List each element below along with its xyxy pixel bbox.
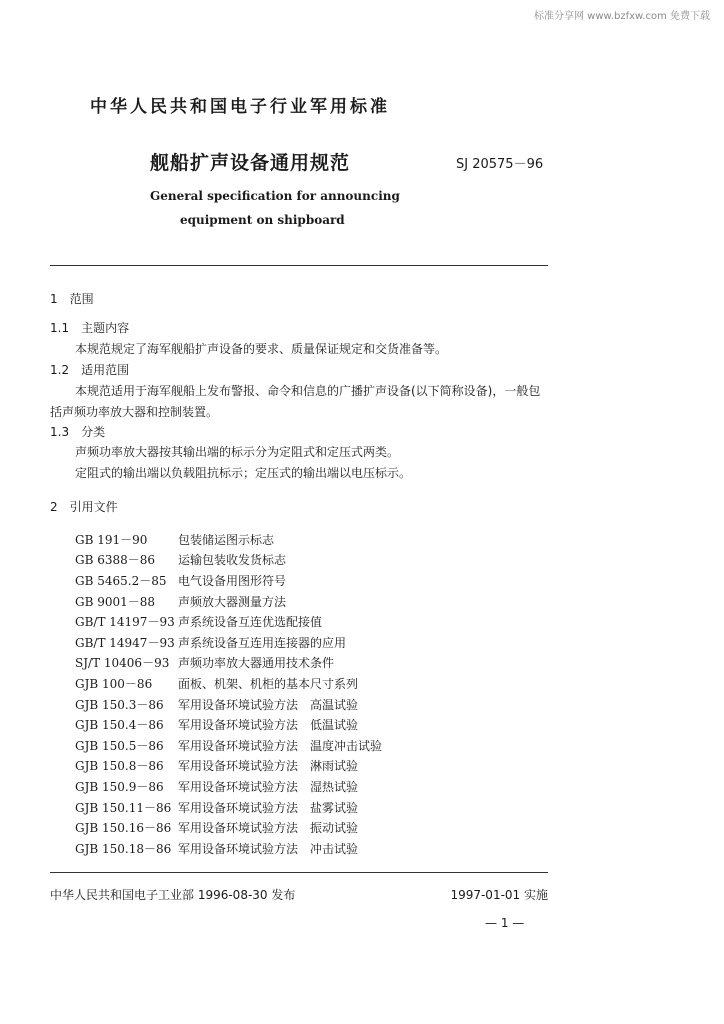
footer-divider bbox=[50, 872, 548, 873]
reference-code: GJB 150.8－86 bbox=[75, 759, 164, 774]
reference-name: 军用设备环境试验方法 振动试验 bbox=[178, 821, 359, 836]
reference-code: GB 9001－88 bbox=[75, 594, 156, 609]
reference-name: 声频功率放大器通用技术条件 bbox=[178, 656, 335, 671]
reference-code: GB/T 14947－93 bbox=[75, 635, 175, 650]
reference-name: 军用设备环境试验方法 淋雨试验 bbox=[178, 759, 359, 774]
reference-row bbox=[75, 632, 382, 653]
reference-row bbox=[75, 735, 382, 756]
page-number: — 1 — bbox=[485, 916, 525, 930]
reference-row bbox=[75, 611, 382, 632]
reference-row bbox=[75, 714, 382, 735]
document-title: 舰船扩声设备通用规范 bbox=[150, 152, 351, 174]
english-title-line-1: General specification for announcing bbox=[150, 189, 400, 203]
reference-row bbox=[75, 550, 382, 571]
reference-name: 军用设备环境试验方法 盐雾试验 bbox=[178, 800, 359, 815]
reference-row bbox=[75, 838, 382, 859]
section-1-2-text-line-2: 括声频功率放大器和控制装置。 bbox=[50, 405, 219, 419]
industry-standard-title: 中华人民共和国电子行业军用标准 bbox=[90, 97, 390, 117]
reference-row bbox=[75, 817, 382, 838]
reference-code: SJ/T 10406－93 bbox=[75, 656, 170, 671]
reference-code: GJB 150.3－86 bbox=[75, 697, 164, 712]
section-1-heading: 1 范围 bbox=[50, 292, 94, 306]
reference-name: 军用设备环境试验方法 冲击试验 bbox=[178, 841, 359, 856]
reference-row bbox=[75, 797, 382, 818]
effective-date: 1997-01-01 实施 bbox=[450, 888, 548, 902]
reference-name: 军用设备环境试验方法 湿热试验 bbox=[178, 779, 359, 794]
reference-name: 面板、机架、机柜的基本尺寸系列 bbox=[178, 676, 359, 691]
section-1-3-heading: 1.3 分类 bbox=[50, 425, 106, 439]
issuer-and-date: 中华人民共和国电子工业部 1996-08-30 发布 bbox=[50, 888, 296, 902]
watermark: 标准分享网 www.bzfxw.com 免费下载 bbox=[534, 11, 710, 22]
reference-row bbox=[75, 776, 382, 797]
standard-code: SJ 20575－96 bbox=[456, 157, 544, 172]
section-1-2-text-line-1: 本规范适用于海军舰船上发布警报、命令和信息的广播扩声设备(以下简称设备)，一般包 bbox=[75, 384, 541, 398]
reference-name: 军用设备环境试验方法 温度冲击试验 bbox=[178, 738, 383, 753]
reference-code: GJB 150.18－86 bbox=[75, 841, 172, 856]
reference-code: GJB 150.4－86 bbox=[75, 718, 164, 733]
reference-row bbox=[75, 673, 382, 694]
reference-code: GJB 150.16－86 bbox=[75, 821, 172, 836]
reference-code: GJB 150.5－86 bbox=[75, 738, 164, 753]
reference-row bbox=[75, 694, 382, 715]
reference-row bbox=[75, 653, 382, 674]
reference-code: GB 5465.2－85 bbox=[75, 573, 167, 588]
reference-name: 军用设备环境试验方法 低温试验 bbox=[178, 718, 359, 733]
reference-name: 电气设备用图形符号 bbox=[178, 573, 287, 588]
header-divider bbox=[50, 265, 548, 266]
reference-name: 运输包装收发货标志 bbox=[178, 553, 287, 568]
reference-row bbox=[75, 529, 382, 550]
reference-code: GJB 100－86 bbox=[75, 676, 153, 691]
english-title-line-2: equipment on shipboard bbox=[180, 213, 345, 227]
referenced-documents-list bbox=[75, 529, 382, 859]
reference-name: 声系统设备互连优选配接值 bbox=[178, 615, 323, 630]
section-1-1-text: 本规范规定了海军舰船扩声设备的要求、质量保证规定和交货准备等。 bbox=[75, 342, 448, 356]
reference-row bbox=[75, 756, 382, 777]
section-1-3-text-line-2: 定阻式的输出端以负载阻抗标示；定压式的输出端以电压标示。 bbox=[75, 466, 412, 480]
reference-code: GB/T 14197－93 bbox=[75, 615, 175, 630]
reference-code: GJB 150.11－86 bbox=[75, 800, 172, 815]
section-1-3-text-line-1: 声频功率放大器按其输出端的标示分为定阻式和定压式两类。 bbox=[75, 445, 400, 459]
section-1-2-heading: 1.2 适用范围 bbox=[50, 363, 130, 377]
reference-name: 声频放大器测量方法 bbox=[178, 594, 287, 609]
reference-name: 军用设备环境试验方法 高温试验 bbox=[178, 697, 359, 712]
section-1-1-heading: 1.1 主题内容 bbox=[50, 321, 130, 335]
reference-name: 声系统设备互连用连接器的应用 bbox=[178, 635, 347, 650]
reference-code: GB 6388－86 bbox=[75, 553, 156, 568]
section-2-heading: 2 引用文件 bbox=[50, 500, 118, 514]
reference-row bbox=[75, 570, 382, 591]
reference-row bbox=[75, 591, 382, 612]
reference-name: 包装储运图示标志 bbox=[178, 532, 275, 547]
reference-code: GJB 150.9－86 bbox=[75, 779, 164, 794]
reference-code: GB 191－90 bbox=[75, 532, 148, 547]
